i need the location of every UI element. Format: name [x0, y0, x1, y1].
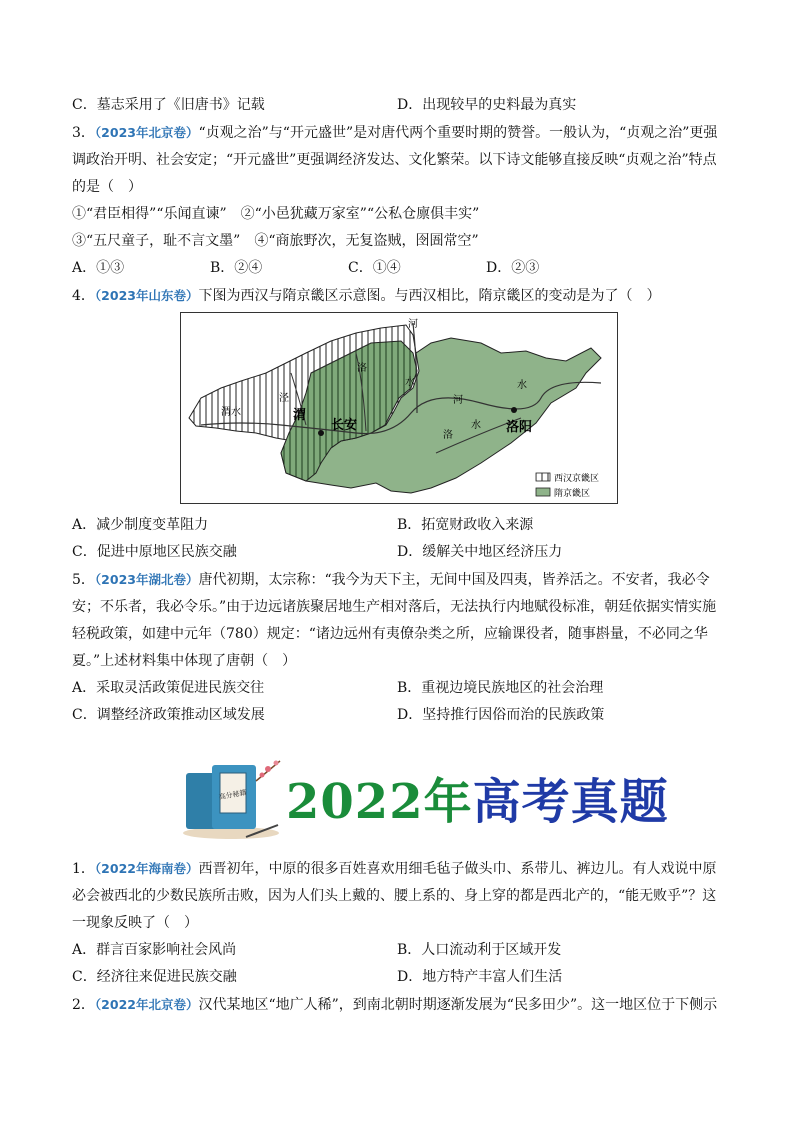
question-stem: 唐代初期，太宗称：“我今为天下主，无间中国及四夷，皆养活之。不安者，我必令安；不乐者，我必令乐。”由于边远诸族聚居地生产相对落后，无法执行内地赋役标准，朝廷依据实情实施轻税政策，如建中元年（780）规定：“诸边远州有夷僚杂类之所，应输课役者，随事斟量，不必同之华夏。”上述材料集中体现了唐朝（ ）: [72, 572, 717, 669]
option-d: D．出现较早的史料最为真实: [397, 97, 577, 113]
option-b: B．②④: [210, 260, 263, 276]
legend-han: 西汉京畿区: [554, 474, 600, 484]
label-weishui: 渭水: [221, 407, 241, 418]
section-banner: [72, 751, 722, 843]
question-stem: 下图为西汉与隋京畿区示意图。与西汉相比，隋京畿区的变动是为了（ ）: [198, 288, 661, 304]
option-a: A．减少制度变革阻力: [72, 517, 209, 533]
question-source: （2023年北京卷）: [94, 125, 199, 140]
question-stem: 汉代某地区“地广人稀”，到南北朝时期逐渐发展为“民多田少”。这一地区位于下侧示: [198, 997, 718, 1013]
option-b: B．拓宽财政收入来源: [397, 517, 534, 533]
map-legend: [536, 472, 599, 499]
q3-options: [72, 255, 722, 282]
question-source: （2022年北京卷）: [94, 997, 199, 1012]
option-c: C．墓志采用了《旧唐书》记载: [72, 97, 265, 113]
label-luo-north: 洛: [357, 363, 367, 374]
question-source: （2023年湖北卷）: [94, 572, 199, 587]
option-c: C．促进中原地区民族交融: [72, 544, 237, 560]
map-svg: [181, 313, 617, 503]
q3-item-line-1: ①“君臣相得”“乐闻直谏” ②“小邑犹藏万家室”“公私仓廪俱丰实”: [72, 206, 480, 222]
label-luo-south: 洛: [443, 430, 453, 441]
label-he-mid: 河: [453, 395, 463, 406]
option-d: D．坚持推行因俗而治的民族政策: [397, 707, 605, 723]
option-d: D．地方特产丰富人们生活: [397, 969, 563, 985]
book-title: 高分秘籍: [218, 788, 248, 802]
p1-options-row1: [72, 937, 722, 964]
book-illustration-icon: [176, 751, 286, 843]
capital-region-map: [180, 312, 618, 504]
p1-options-row2: [72, 964, 722, 991]
question-number: 5．: [72, 572, 95, 588]
question-number: 1．: [72, 861, 95, 877]
question-2022-2: [72, 991, 722, 1019]
changan-marker: [318, 430, 324, 436]
q4-options-row2: [72, 539, 722, 566]
option-a: A．①③: [72, 260, 125, 276]
question-stem: “贞观之治”与“开元盛世”是对唐代两个重要时期的赞誉。一般认为，“贞观之治”更强调政治开明、社会安定；“开元盛世”更强调经济发达、文化繁荣。以下诗文能够直接反映“贞观之治”特点的是（ ）: [72, 125, 718, 195]
q5-options-row1: [72, 675, 722, 702]
option-d: D．缓解关中地区经济压力: [397, 544, 563, 560]
q3-item-line-2: ③“五尺童子，耻不言文墨” ④“商旅野次，无复盗贼，囹圄常空”: [72, 233, 479, 249]
section-title: [286, 763, 669, 832]
option-a: A．群言百家影响社会风尚: [72, 942, 237, 958]
option-d: D．②③: [486, 260, 540, 276]
question-5: [72, 566, 722, 675]
option-b: B．重视边境民族地区的社会治理: [397, 680, 604, 696]
label-shui3: 水: [471, 420, 481, 431]
question-3: [72, 119, 722, 201]
label-luoyang: 洛阳: [506, 420, 533, 435]
luoyang-marker: [511, 407, 517, 413]
question-4: [72, 282, 722, 310]
question-number: 4．: [72, 288, 95, 304]
label-changan: 长安: [331, 418, 358, 433]
q4-options-row1: [72, 512, 722, 539]
label-jing: 泾: [279, 393, 289, 404]
label-shui2: 水: [517, 380, 527, 391]
option-b: B．人口流动利于区域开发: [397, 942, 562, 958]
section-title-text: 高考真题: [472, 774, 669, 830]
label-wei: 渭: [293, 408, 307, 423]
option-c: C．经济往来促进民族交融: [72, 969, 237, 985]
label-shui1: 水: [405, 377, 415, 388]
prev-question-options: [72, 92, 722, 119]
label-he-top: 河: [408, 319, 418, 330]
legend-sui: 隋京畿区: [554, 489, 591, 499]
q5-options-row2: [72, 702, 722, 729]
section-year: 2022年: [286, 774, 473, 830]
option-c: C．调整经济政策推动区域发展: [72, 707, 265, 723]
question-source: （2023年山东卷）: [94, 288, 199, 303]
option-a: A．采取灵活政策促进民族交往: [72, 680, 265, 696]
question-2022-1: [72, 855, 722, 937]
question-number: 3．: [72, 125, 95, 141]
question-number: 2．: [72, 997, 95, 1013]
document-page: [72, 92, 722, 1019]
option-c: C．①④: [348, 260, 401, 276]
question-stem: 西晋初年，中原的很多百姓喜欢用细毛毡子做头巾、系带儿、裤边儿。有人戏说中原必会被西北的少数民族所击败，因为人们头上戴的、腰上系的、身上穿的都是西北产的，“能无败乎”？这一现象反映了（ ）: [72, 861, 717, 931]
question-source: （2022年海南卷）: [94, 861, 199, 876]
